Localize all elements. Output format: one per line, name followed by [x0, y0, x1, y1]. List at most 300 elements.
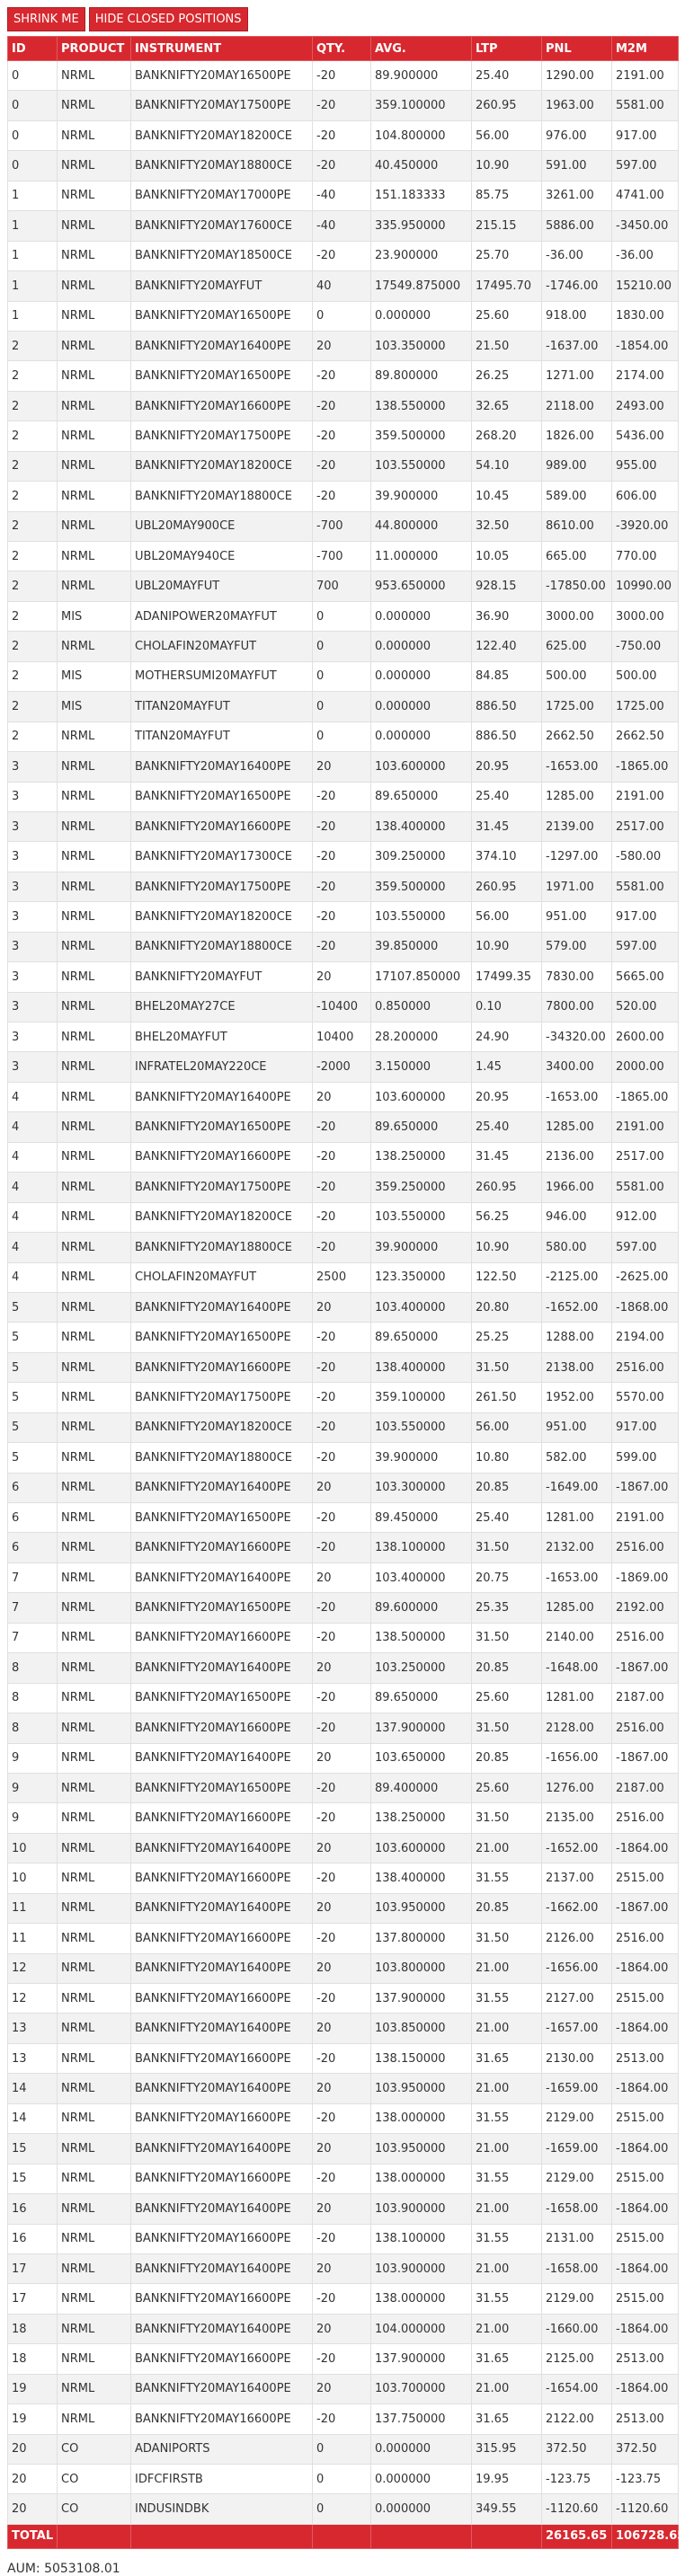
- cell-product: NRML: [58, 511, 131, 541]
- cell-avg: 39.900000: [371, 482, 472, 511]
- cell-instrument: UBL20MAY940CE: [131, 542, 313, 571]
- table-row: [8, 1443, 679, 1473]
- cell-m2m: -36.00: [612, 241, 679, 270]
- cell-m2m: 2515.00: [612, 2164, 679, 2193]
- cell-qty: -20: [313, 1924, 371, 1953]
- cell-pnl: -1659.00: [542, 2134, 612, 2164]
- cell-pnl: 589.00: [542, 482, 612, 511]
- table-row: [8, 1803, 679, 1833]
- column-header-instrument[interactable]: INSTRUMENT: [131, 37, 313, 61]
- cell-id: 18: [8, 2344, 58, 2374]
- table-row: [8, 1473, 679, 1502]
- cell-id: 2: [8, 391, 58, 420]
- cell-qty: -20: [313, 451, 371, 481]
- cell-ltp: 10.45: [472, 482, 542, 511]
- cell-pnl: 1285.00: [542, 782, 612, 811]
- cell-ltp: 31.55: [472, 2224, 542, 2253]
- cell-qty: 0: [313, 2465, 371, 2494]
- cell-qty: 700: [313, 571, 371, 601]
- cell-avg: 0.000000: [371, 692, 472, 721]
- cell-id: 8: [8, 1653, 58, 1683]
- cell-ltp: 56.00: [472, 902, 542, 932]
- cell-id: 10: [8, 1863, 58, 1893]
- cell-id: 3: [8, 902, 58, 932]
- cell-avg: 103.250000: [371, 1653, 472, 1683]
- cell-m2m: 2517.00: [612, 811, 679, 841]
- cell-instrument: BANKNIFTY20MAY16500PE: [131, 782, 313, 811]
- cell-id: 4: [8, 1112, 58, 1142]
- cell-instrument: BANKNIFTY20MAY16400PE: [131, 2194, 313, 2224]
- cell-product: NRML: [58, 1562, 131, 1592]
- cell-product: NRML: [58, 2074, 131, 2103]
- cell-pnl: 2129.00: [542, 2164, 612, 2193]
- cell-avg: 138.100000: [371, 2224, 472, 2253]
- cell-id: 2: [8, 331, 58, 360]
- cell-pnl: 625.00: [542, 632, 612, 661]
- cell-id: 5: [8, 1323, 58, 1352]
- cell-ltp: 21.00: [472, 2194, 542, 2224]
- cell-ltp: 25.70: [472, 241, 542, 270]
- cell-id: 5: [8, 1352, 58, 1382]
- cell-m2m: -1864.00: [612, 1833, 679, 1863]
- cell-pnl: 2136.00: [542, 1142, 612, 1172]
- cell-product: NRML: [58, 721, 131, 751]
- total-m2m: 106728.65: [612, 2524, 679, 2548]
- cell-id: 6: [8, 1503, 58, 1533]
- cell-pnl: 591.00: [542, 151, 612, 181]
- cell-avg: 89.900000: [371, 61, 472, 91]
- cell-product: NRML: [58, 361, 131, 391]
- cell-id: 19: [8, 2374, 58, 2403]
- cell-pnl: -1653.00: [542, 752, 612, 782]
- cell-product: NRML: [58, 2194, 131, 2224]
- cell-qty: -20: [313, 91, 371, 120]
- table-row: [8, 91, 679, 120]
- cell-pnl: 7800.00: [542, 992, 612, 1022]
- cell-pnl: 2138.00: [542, 1352, 612, 1382]
- cell-product: NRML: [58, 2134, 131, 2164]
- table-row: [8, 1173, 679, 1202]
- cell-product: NRML: [58, 1953, 131, 1983]
- cell-instrument: BANKNIFTY20MAY17300CE: [131, 842, 313, 872]
- cell-avg: 17549.875000: [371, 271, 472, 301]
- cell-ltp: 25.60: [472, 1683, 542, 1713]
- cell-product: NRML: [58, 151, 131, 181]
- cell-pnl: -1746.00: [542, 271, 612, 301]
- cell-product: NRML: [58, 2344, 131, 2374]
- cell-qty: -20: [313, 2404, 371, 2434]
- shrink-button[interactable]: SHRINK ME: [7, 7, 85, 31]
- cell-qty: -40: [313, 181, 371, 210]
- column-header-product[interactable]: PRODUCT: [58, 37, 131, 61]
- cell-pnl: 665.00: [542, 542, 612, 571]
- cell-instrument: BANKNIFTY20MAY17500PE: [131, 91, 313, 120]
- cell-product: NRML: [58, 872, 131, 901]
- cell-id: 14: [8, 2074, 58, 2103]
- cell-id: 13: [8, 2014, 58, 2043]
- cell-instrument: BANKNIFTY20MAY16600PE: [131, 1352, 313, 1382]
- cell-avg: 89.800000: [371, 361, 472, 391]
- cell-m2m: -1867.00: [612, 1893, 679, 1923]
- cell-instrument: BANKNIFTY20MAY16500PE: [131, 1323, 313, 1352]
- cell-id: 7: [8, 1623, 58, 1652]
- cell-qty: 20: [313, 1292, 371, 1322]
- cell-m2m: 2515.00: [612, 1863, 679, 1893]
- cell-pnl: 1963.00: [542, 91, 612, 120]
- cell-avg: 104.000000: [371, 2314, 472, 2343]
- cell-instrument: BANKNIFTY20MAY17000PE: [131, 181, 313, 210]
- cell-avg: 103.350000: [371, 331, 472, 360]
- cell-product: NRML: [58, 2043, 131, 2073]
- cell-instrument: INDUSINDBK: [131, 2494, 313, 2524]
- cell-instrument: BANKNIFTY20MAY16600PE: [131, 1803, 313, 1833]
- cell-m2m: 2191.00: [612, 782, 679, 811]
- cell-instrument: BANKNIFTY20MAY16500PE: [131, 1683, 313, 1713]
- cell-instrument: BANKNIFTY20MAYFUT: [131, 962, 313, 992]
- cell-instrument: INFRATEL20MAY220CE: [131, 1052, 313, 1082]
- table-row: [8, 61, 679, 91]
- cell-instrument: BANKNIFTY20MAY16600PE: [131, 1713, 313, 1743]
- cell-avg: 138.150000: [371, 2043, 472, 2073]
- table-row: [8, 2194, 679, 2224]
- cell-qty: 0: [313, 661, 371, 691]
- cell-id: 0: [8, 120, 58, 150]
- cell-avg: 103.850000: [371, 2014, 472, 2043]
- cell-ltp: 20.85: [472, 1893, 542, 1923]
- cell-instrument: BANKNIFTY20MAY16600PE: [131, 811, 313, 841]
- cell-pnl: -17850.00: [542, 571, 612, 601]
- cell-id: 1: [8, 241, 58, 270]
- cell-avg: 359.500000: [371, 421, 472, 451]
- cell-instrument: BANKNIFTY20MAY16600PE: [131, 2404, 313, 2434]
- cell-instrument: BANKNIFTY20MAY16400PE: [131, 1953, 313, 1983]
- cell-m2m: 2516.00: [612, 1713, 679, 1743]
- cell-pnl: 2125.00: [542, 2344, 612, 2374]
- cell-id: 0: [8, 61, 58, 91]
- table-row: [8, 842, 679, 872]
- cell-instrument: BANKNIFTY20MAY16400PE: [131, 1653, 313, 1683]
- table-row: [8, 2103, 679, 2133]
- cell-instrument: BHEL20MAYFUT: [131, 1022, 313, 1052]
- cell-qty: -10400: [313, 992, 371, 1022]
- column-header-id[interactable]: ID: [8, 37, 58, 61]
- cell-product: NRML: [58, 1924, 131, 1953]
- cell-m2m: -1867.00: [612, 1743, 679, 1773]
- cell-m2m: -1864.00: [612, 2074, 679, 2103]
- cell-avg: 0.000000: [371, 632, 472, 661]
- cell-m2m: -1854.00: [612, 331, 679, 360]
- cell-qty: 0: [313, 692, 371, 721]
- cell-avg: 137.900000: [371, 2344, 472, 2374]
- table-row: [8, 571, 679, 601]
- cell-qty: -20: [313, 1202, 371, 1232]
- cell-qty: 20: [313, 1893, 371, 1923]
- total-row: [8, 2524, 679, 2548]
- cell-id: 5: [8, 1443, 58, 1473]
- cell-m2m: 5665.00: [612, 962, 679, 992]
- cell-product: NRML: [58, 542, 131, 571]
- cell-instrument: ADANIPORTS: [131, 2434, 313, 2464]
- cell-instrument: BANKNIFTY20MAY16500PE: [131, 361, 313, 391]
- cell-instrument: BANKNIFTY20MAY16600PE: [131, 391, 313, 420]
- cell-id: 4: [8, 1202, 58, 1232]
- cell-m2m: 2191.00: [612, 61, 679, 91]
- cell-qty: 20: [313, 1833, 371, 1863]
- cell-ltp: 25.40: [472, 1112, 542, 1142]
- cell-product: NRML: [58, 1173, 131, 1202]
- cell-product: NRML: [58, 1323, 131, 1352]
- cell-instrument: BANKNIFTY20MAY16500PE: [131, 301, 313, 331]
- cell-m2m: 2600.00: [612, 1022, 679, 1052]
- cell-id: 13: [8, 2043, 58, 2073]
- cell-avg: 151.183333: [371, 181, 472, 210]
- table-row: [8, 2374, 679, 2403]
- table-row: [8, 1683, 679, 1713]
- cell-product: NRML: [58, 842, 131, 872]
- table-row: [8, 932, 679, 961]
- cell-instrument: BANKNIFTY20MAY16400PE: [131, 752, 313, 782]
- cell-instrument: BANKNIFTY20MAY16400PE: [131, 1292, 313, 1322]
- cell-qty: -20: [313, 1503, 371, 1533]
- cell-id: 4: [8, 1233, 58, 1262]
- cell-avg: 138.400000: [371, 811, 472, 841]
- table-header: [8, 37, 679, 61]
- cell-product: NRML: [58, 1803, 131, 1833]
- cell-pnl: 3000.00: [542, 601, 612, 631]
- cell-product: MIS: [58, 661, 131, 691]
- cell-pnl: 2132.00: [542, 1533, 612, 1562]
- cell-ltp: 31.55: [472, 2284, 542, 2314]
- cell-pnl: 2140.00: [542, 1623, 612, 1652]
- cell-m2m: -123.75: [612, 2465, 679, 2494]
- cell-pnl: 946.00: [542, 1202, 612, 1232]
- cell-id: 1: [8, 301, 58, 331]
- table-row: [8, 601, 679, 631]
- cell-avg: 138.250000: [371, 1142, 472, 1172]
- cell-qty: -20: [313, 1233, 371, 1262]
- table-row: [8, 1503, 679, 1533]
- cell-instrument: BANKNIFTY20MAY18200CE: [131, 120, 313, 150]
- cell-qty: -20: [313, 1112, 371, 1142]
- cell-instrument: UBL20MAYFUT: [131, 571, 313, 601]
- cell-m2m: -1868.00: [612, 1292, 679, 1322]
- cell-pnl: -1652.00: [542, 1833, 612, 1863]
- cell-qty: -20: [313, 2164, 371, 2193]
- cell-ltp: 315.95: [472, 2434, 542, 2464]
- cell-qty: -20: [313, 1443, 371, 1473]
- table-row: [8, 962, 679, 992]
- total-empty: [313, 2524, 371, 2548]
- cell-product: NRML: [58, 1202, 131, 1232]
- cell-ltp: 31.50: [472, 1533, 542, 1562]
- cell-pnl: -1637.00: [542, 331, 612, 360]
- cell-qty: -20: [313, 391, 371, 420]
- cell-product: NRML: [58, 1052, 131, 1082]
- table-row: [8, 421, 679, 451]
- cell-ltp: 886.50: [472, 692, 542, 721]
- cell-id: 4: [8, 1173, 58, 1202]
- cell-id: 19: [8, 2404, 58, 2434]
- table-row: [8, 1383, 679, 1412]
- cell-m2m: 599.00: [612, 1443, 679, 1473]
- cell-product: NRML: [58, 571, 131, 601]
- cell-instrument: BANKNIFTY20MAY17500PE: [131, 1173, 313, 1202]
- cell-m2m: 5581.00: [612, 91, 679, 120]
- cell-product: NRML: [58, 902, 131, 932]
- table-row: [8, 1292, 679, 1322]
- cell-m2m: 3000.00: [612, 601, 679, 631]
- cell-avg: 0.000000: [371, 721, 472, 751]
- cell-m2m: -3450.00: [612, 211, 679, 241]
- cell-qty: -20: [313, 932, 371, 961]
- cell-avg: 138.100000: [371, 1533, 472, 1562]
- cell-qty: -20: [313, 241, 371, 270]
- cell-ltp: 31.50: [472, 1623, 542, 1652]
- cell-ltp: 31.50: [472, 1713, 542, 1743]
- cell-avg: 103.900000: [371, 2253, 472, 2283]
- table-row: [8, 811, 679, 841]
- cell-product: NRML: [58, 1743, 131, 1773]
- cell-avg: 39.900000: [371, 1443, 472, 1473]
- column-header-ltp[interactable]: LTP: [472, 37, 542, 61]
- table-row: [8, 661, 679, 691]
- cell-ltp: 24.90: [472, 1022, 542, 1052]
- cell-m2m: -580.00: [612, 842, 679, 872]
- table-row: [8, 1984, 679, 2014]
- cell-avg: 103.700000: [371, 2374, 472, 2403]
- cell-ltp: 21.00: [472, 2374, 542, 2403]
- cell-product: NRML: [58, 1893, 131, 1923]
- cell-m2m: 2662.50: [612, 721, 679, 751]
- column-header-m2m[interactable]: M2M: [612, 37, 679, 61]
- table-row: [8, 1893, 679, 1923]
- cell-product: NRML: [58, 1593, 131, 1623]
- cell-ltp: 25.40: [472, 782, 542, 811]
- cell-product: NRML: [58, 482, 131, 511]
- cell-avg: 103.550000: [371, 902, 472, 932]
- cell-id: 1: [8, 271, 58, 301]
- cell-ltp: 268.20: [472, 421, 542, 451]
- cell-ltp: 31.55: [472, 1984, 542, 2014]
- positions-table: [7, 36, 685, 2549]
- cell-product: NRML: [58, 932, 131, 961]
- cell-ltp: 260.95: [472, 91, 542, 120]
- cell-instrument: BANKNIFTY20MAY16600PE: [131, 1984, 313, 2014]
- cell-m2m: 770.00: [612, 542, 679, 571]
- cell-ltp: 1.45: [472, 1052, 542, 1082]
- cell-qty: 0: [313, 301, 371, 331]
- cell-qty: -20: [313, 2284, 371, 2314]
- cell-pnl: 2128.00: [542, 1713, 612, 1743]
- cell-m2m: 5436.00: [612, 421, 679, 451]
- cell-qty: 10400: [313, 1022, 371, 1052]
- cell-qty: -20: [313, 842, 371, 872]
- cell-avg: 359.100000: [371, 91, 472, 120]
- table-row: [8, 782, 679, 811]
- cell-qty: 20: [313, 331, 371, 360]
- cell-m2m: 2516.00: [612, 1533, 679, 1562]
- cell-id: 3: [8, 782, 58, 811]
- cell-product: NRML: [58, 752, 131, 782]
- cell-id: 12: [8, 1953, 58, 1983]
- column-header-avg[interactable]: AVG.: [371, 37, 472, 61]
- cell-qty: -20: [313, 2344, 371, 2374]
- cell-ltp: 20.85: [472, 1473, 542, 1502]
- cell-ltp: 31.65: [472, 2404, 542, 2434]
- cell-product: NRML: [58, 2253, 131, 2283]
- cell-qty: 20: [313, 2134, 371, 2164]
- cell-pnl: 1281.00: [542, 1683, 612, 1713]
- cell-product: NRML: [58, 271, 131, 301]
- cell-m2m: 917.00: [612, 1412, 679, 1442]
- cell-pnl: 1290.00: [542, 61, 612, 91]
- total-empty: [58, 2524, 131, 2548]
- table-row: [8, 902, 679, 932]
- cell-id: 17: [8, 2253, 58, 2283]
- cell-id: 5: [8, 1412, 58, 1442]
- cell-product: NRML: [58, 451, 131, 481]
- cell-qty: -20: [313, 872, 371, 901]
- cell-id: 15: [8, 2134, 58, 2164]
- cell-avg: 44.800000: [371, 511, 472, 541]
- cell-pnl: 918.00: [542, 301, 612, 331]
- cell-ltp: 928.15: [472, 571, 542, 601]
- cell-pnl: 500.00: [542, 661, 612, 691]
- total-empty: [472, 2524, 542, 2548]
- cell-ltp: 32.65: [472, 391, 542, 420]
- table-row: [8, 2314, 679, 2343]
- cell-pnl: 2129.00: [542, 2103, 612, 2133]
- cell-pnl: -1653.00: [542, 1082, 612, 1111]
- table-row: [8, 1863, 679, 1893]
- table-row: [8, 2404, 679, 2434]
- cell-product: NRML: [58, 61, 131, 91]
- cell-id: 6: [8, 1473, 58, 1502]
- cell-avg: 138.550000: [371, 391, 472, 420]
- cell-id: 7: [8, 1593, 58, 1623]
- cell-product: NRML: [58, 782, 131, 811]
- total-pnl: 26165.65: [542, 2524, 612, 2548]
- cell-product: NRML: [58, 1383, 131, 1412]
- table-row: [8, 2253, 679, 2283]
- hide-closed-positions-button[interactable]: HIDE CLOSED POSITIONS: [89, 7, 248, 31]
- table-row: [8, 391, 679, 420]
- cell-pnl: 1281.00: [542, 1503, 612, 1533]
- table-row: [8, 301, 679, 331]
- table-row: [8, 1623, 679, 1652]
- cell-qty: 20: [313, 1082, 371, 1111]
- positions-body: [8, 61, 679, 2525]
- cell-qty: -40: [313, 211, 371, 241]
- cell-qty: 20: [313, 1473, 371, 1502]
- cell-qty: 20: [313, 2374, 371, 2403]
- column-header-qty[interactable]: QTY.: [313, 37, 371, 61]
- cell-m2m: 2174.00: [612, 361, 679, 391]
- column-header-pnl[interactable]: PNL: [542, 37, 612, 61]
- cell-ltp: 56.00: [472, 120, 542, 150]
- cell-m2m: -1864.00: [612, 2374, 679, 2403]
- cell-id: 3: [8, 872, 58, 901]
- cell-avg: 359.500000: [371, 872, 472, 901]
- cell-instrument: BANKNIFTY20MAY16400PE: [131, 1743, 313, 1773]
- cell-id: 20: [8, 2465, 58, 2494]
- cell-pnl: 3261.00: [542, 181, 612, 210]
- cell-product: NRML: [58, 1473, 131, 1502]
- cell-m2m: -1869.00: [612, 1562, 679, 1592]
- cell-ltp: 374.10: [472, 842, 542, 872]
- cell-avg: 89.650000: [371, 1323, 472, 1352]
- cell-product: NRML: [58, 1233, 131, 1262]
